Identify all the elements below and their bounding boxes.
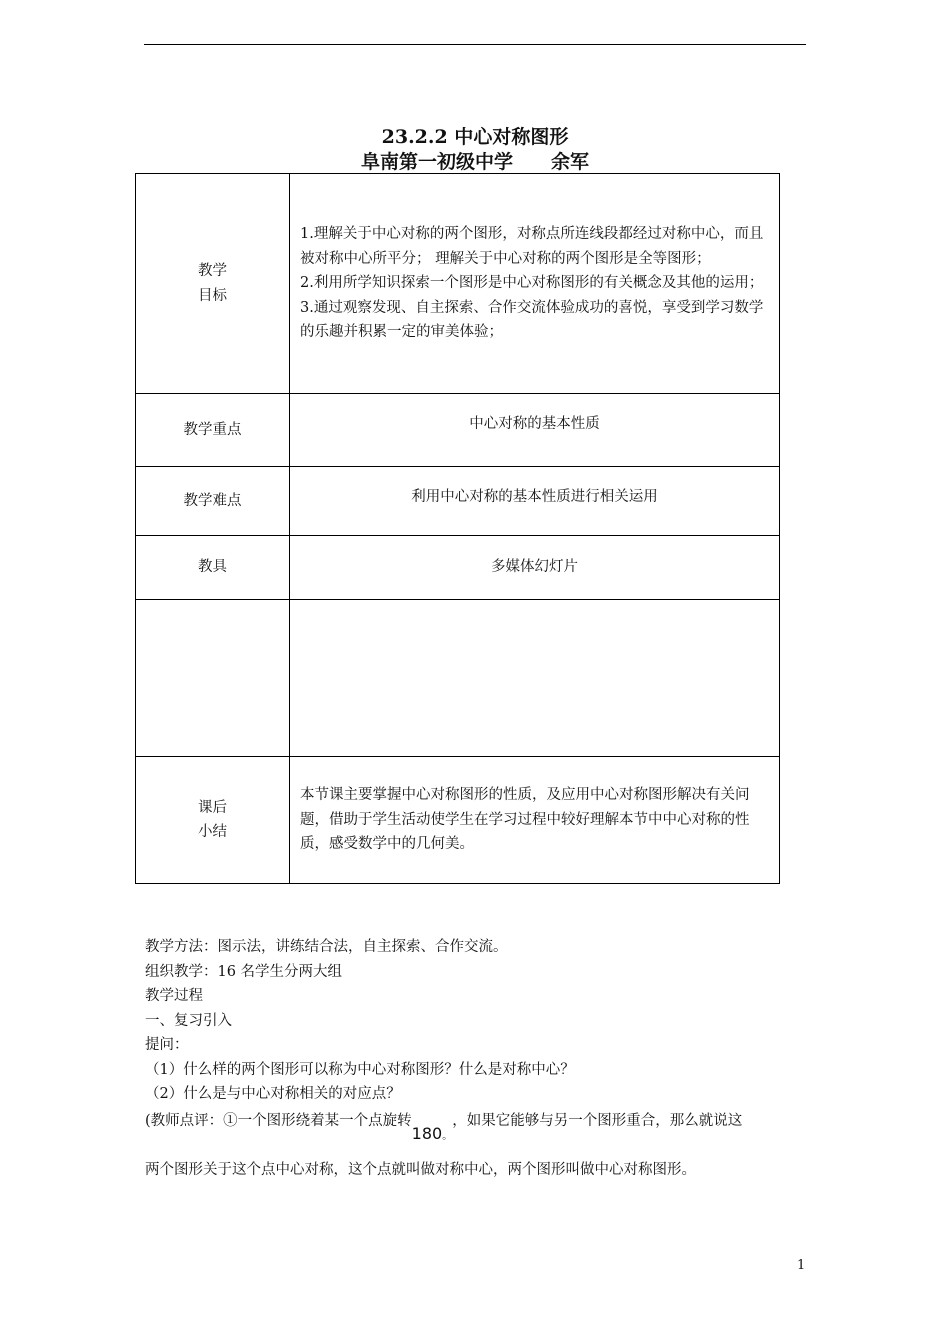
goal-item-3: 3.通过观察发现、自主探索、合作交流体验成功的喜悦，享受到学习数学的乐趣并积累一定的审美体验； [300, 299, 764, 341]
blank-cell-right [290, 600, 780, 757]
rotation-angle: 180。 [411, 1124, 453, 1143]
blank-row [136, 600, 780, 757]
school-name: 阜南第一初级中学 [360, 151, 513, 173]
difficulty-label: 教学难点 [136, 467, 290, 536]
key-point-value: 中心对称的基本性质 [290, 394, 780, 467]
difficulty-value: 利用中心对称的基本性质进行相关运用 [290, 467, 780, 536]
goal-item-2: 2.利用所学知识探索一个图形是中心对称图形的有关概念及其他的运用； [300, 275, 764, 292]
summary-label: 课后 小结 [136, 757, 290, 884]
page-number: 1 [797, 1258, 806, 1273]
key-point-row [136, 394, 780, 467]
tools-value: 多媒体幻灯片 [290, 536, 780, 600]
goals-label: 教学 目标 [136, 174, 290, 394]
goals-content [290, 174, 780, 394]
lesson-plan-table [135, 173, 780, 884]
question-2: （2）什么是与中心对称相关的对应点？ [145, 1086, 401, 1102]
question-1: （1）什么样的两个图形可以称为中心对称图形？什么是对称中心？ [145, 1061, 575, 1078]
teaching-method: 教学方法：图示法，讲练结合法，自主探索、合作交流。 [145, 939, 508, 955]
class-organization: 组织教学：16 名学生分两大组 [145, 963, 343, 980]
summary-content: 本节课主要掌握中心对称图形的性质，及应用中心对称图形解决有关问题，借助于学生活动使学生在学习过程中较好理解本节中中心对称的性质，感受数学中的几何美。 [290, 757, 780, 884]
school-author-line [0, 150, 950, 174]
lesson-body [145, 935, 810, 1107]
blank-cell-left [136, 600, 290, 757]
difficulty-row [136, 467, 780, 536]
comment-line-1: (教师点评：①一个图形绕着某一个点旋转180。，如果它能够与另一个图形重合，那么就说这 [145, 1108, 810, 1136]
header-rule [144, 44, 806, 45]
tools-row [136, 536, 780, 600]
summary-row [136, 757, 780, 884]
comment-line-2: 两个图形关于这个点中心对称，这个点就叫做对称中心，两个图形叫做中心对称图形。 [145, 1162, 696, 1178]
goal-item-1: 1.理解关于中心对称的两个图形，对称点所连线段都经过对称中心，而且被对称中心所平分； 理解关于中心对称的两个图形是全等图形； [300, 226, 764, 267]
key-point-label: 教学重点 [136, 394, 290, 467]
process-heading: 教学过程 [145, 988, 203, 1004]
goals-row [136, 174, 780, 394]
tools-label: 教具 [136, 536, 290, 600]
section-heading: 一、复习引入 [145, 1012, 232, 1029]
document-title: 23.2.2 中心对称图形 [381, 126, 569, 148]
teacher-comment [145, 1108, 810, 1143]
author-name: 余军 [551, 151, 590, 173]
question-intro: 提问： [145, 1037, 189, 1053]
